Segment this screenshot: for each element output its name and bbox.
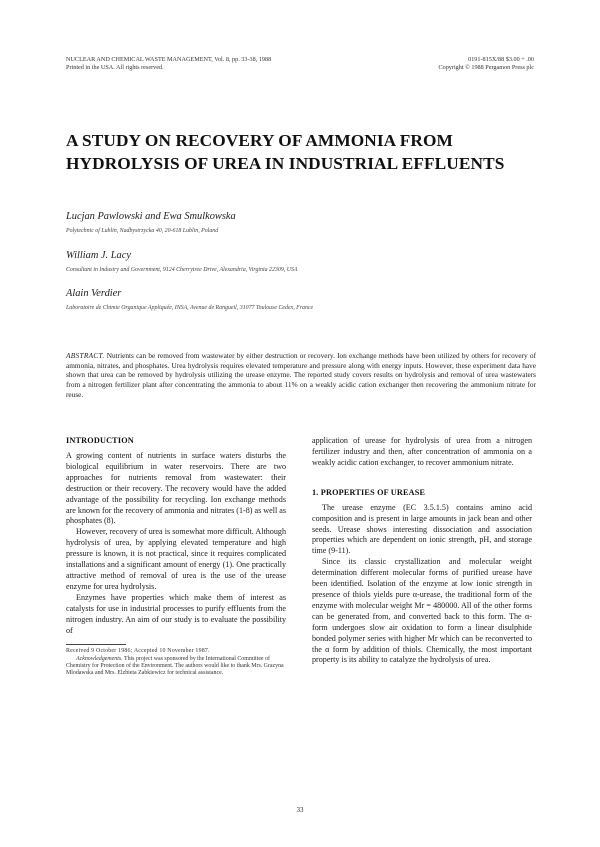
properties-paragraph: The urease enzyme (EC 3.5.1.5) contains amino acid composition and is present in large amounts in jack bean and other seeds. Urease shows interesting dissociation and association properties which are dependent on ionic strength, pH, and storage time (9-11). — [312, 502, 532, 556]
copyright-notice: Copyright © 1988 Pergamon Press plc — [438, 64, 534, 71]
issn-code: 0191-815X/88 $3.00 + .00 — [468, 56, 534, 63]
introduction-paragraph: Enzymes have properties which make them of interest as catalysts for use in industrial processes to purify effluents from the nitrogen industry. An aim of our study is to evaluate the possibility of — [66, 592, 286, 635]
introduction-heading: INTRODUCTION — [66, 436, 134, 445]
abstract — [66, 351, 536, 400]
article-title: A STUDY ON RECOVERY OF AMMONIA FROM HYDROLYSIS OF UREA IN INDUSTRIAL EFFLUENTS — [66, 131, 505, 173]
author-affiliation-2: Consultant in Industry and Government, 9124 Cherrytree Drive, Alexandria, Virginia 22309, USA — [66, 267, 298, 273]
acknowledgements-text: This project was sponsored by the International Committee of Chemistry for Protection of the Environment. The authors would like to thank Mrs. Grazyna Mlodawska and Mrs. Elzbieta Zabkiewicz for technical assistance. — [66, 655, 284, 677]
running-header-right — [438, 56, 534, 72]
author-affiliation-1: Polytechnic of Lublin, Nadbystrzycka 40, 20-618 Lublin, Poland — [66, 228, 219, 234]
acknowledgements-label: Acknowledgements. — [76, 655, 123, 662]
page-number: 33 — [296, 806, 304, 814]
author-names-1: Lucjan Pawlowski and Ewa Smulkowska — [66, 211, 236, 222]
abstract-label: ABSTRACT. — [66, 351, 105, 360]
acknowledgements — [66, 656, 286, 678]
author-names-2: William J. Lacy — [66, 250, 131, 261]
section-spacer — [312, 469, 532, 488]
author-affiliation-3: Laboratoire de Chimie Organique Appliquée, INSA, Avenue de Rangueil, 31077 Toulouse Cedex, France — [66, 305, 314, 311]
left-column — [66, 436, 286, 678]
right-column — [312, 436, 532, 666]
received-dates: Received 9 October 1986; Accepted 10 November 1987. — [66, 648, 210, 655]
author-names-3: Alain Verdier — [66, 288, 122, 299]
abstract-text: Nutrients can be removed from wastewater by either destruction or recovery. Ion exchange methods have been utilized by others for recovery of ammonia, nitrates, and phosphates. Urea hydrolysis requires elevated temperature and pressure along with energy inputs. However, these experiment data have shown that urea can be removed by hydrolysis utilizing the urease enzyme. The reported study covers results on hydrolysis and removal of urea wastewaters from a nitrogen fertilizer plant after concentrating the ammonia to about 11% on a weakly acidic cation exchanger then recovering the ammonium nitrate for reuse. — [66, 351, 536, 399]
properties-heading: 1. PROPERTIES OF UREASE — [312, 487, 426, 497]
introduction-paragraph: A growing content of nutrients in surface waters disturbs the biological equilibrium in water reservoirs. There are two approaches for nutrients removal from wastewater: their destruction or their recovery. The recovery would have the added advantage of the possibility for recycling. Ion exchange methods are known for the recovery of ammonia and nitrates (1-8) as well as phosphates (8). — [66, 451, 286, 526]
journal-citation: NUCLEAR AND CHEMICAL WASTE MANAGEMENT, Vol. 8, pp. 33-38, 1988 — [66, 56, 272, 63]
introduction-continuation: application of urease for hydrolysis of urea from a nitrogen fertilizer industry and then, after concentration of ammonia on a weakly acidic cation exchanger, to recover ammonium nitrate. — [312, 436, 532, 467]
properties-paragraph: Since its classic crystallization and molecular weight determination different molecular forms of purified urease have been identified. Isolation of the enzyme at low ionic strength in presence of thiols yields pure α-urease, the traditional form of the enzyme with molecular weight Mr = 480000. All of the other forms can be generated from, and converted back to this form. The α-form undergoes slow air oxidation to form a linear disulphide bonded polymer series with higher Mr which can be reconverted to the α form by addition of thiols. Chemically, the most important property is its ability to catalyze the hydrolysis of urea. — [312, 557, 532, 665]
running-header-left — [66, 56, 271, 72]
introduction-paragraph: However, recovery of urea is somewhat more difficult. Although hydrolysis of urea, by applying elevated temperature and high pressure is known, it is not practical, since it requires complicated installations and a significant amount of energy (1). One practically attractive method of removal of urea is the use of the urease enzyme for urea hydrolysis. — [66, 527, 286, 591]
footnote-rule — [66, 644, 126, 645]
printed-notice: Printed in the USA. All rights reserved. — [66, 64, 164, 71]
